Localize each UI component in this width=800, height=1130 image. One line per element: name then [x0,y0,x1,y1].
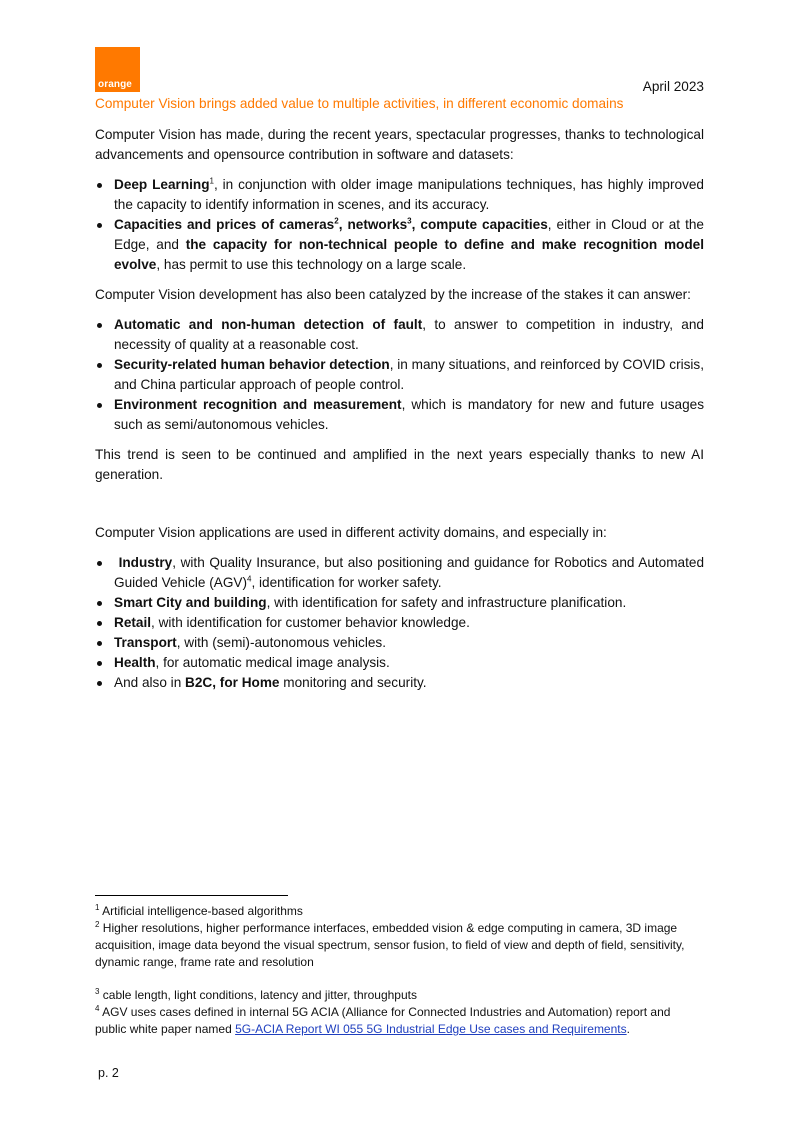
list-item-text: , either in Cloud or at the Edge, and [114,217,704,252]
bold-term: Smart City and building [114,595,267,610]
list-item-text: , with identification for customer behavior knowledge. [151,615,470,630]
bold-term: Security-related human behavior detection [114,357,390,372]
stakes-list [95,315,704,435]
bold-term: Transport [114,635,177,650]
footnote-3 [95,987,704,1004]
bold-term: the capacity for non-technical people to define and make recognition model evolve [114,237,704,272]
list-item-smart-city [95,593,704,613]
bold-term: Health [114,655,156,670]
list-item-transport [95,633,704,653]
list-item-environment-recognition [95,395,704,435]
list-item-text: monitoring and security. [279,675,427,690]
bold-term: , compute capacities [411,217,548,232]
footnote-separator [95,895,288,896]
list-item-industry [95,553,704,593]
footnote-ref: 1 [209,176,214,186]
logo-text: orange [98,79,132,90]
footnote-1 [95,903,704,920]
footnote-text: . [626,1022,630,1036]
footnotes [95,903,704,1038]
list-item-fault-detection [95,315,704,355]
domains-list [95,553,704,693]
list-item-capacities [95,215,704,275]
footnote-text: cable length, light conditions, latency and jitter, throughputs [99,988,417,1002]
list-item-deep-learning [95,175,704,215]
footnote-ref: 3 [407,216,412,226]
list-item-text: And also in [114,675,186,690]
main-content [95,125,704,703]
list-item-text: , for automatic medical image analysis. [155,655,390,670]
document-date: April 2023 [642,79,704,94]
footnote-text: Artificial intelligence-based algorithms [99,904,303,918]
stakes-paragraph: Computer Vision development has also been catalyzed by the increase of the stakes it can answer: [95,287,691,302]
orange-logo [95,47,140,92]
list-item-text: , has permit to use this technology on a large scale. [156,257,467,272]
list-item-text: , in many situations, and reinforced by COVID crisis, and China particular approach of people control. [114,357,705,392]
report-link[interactable]: 5G-ACIA Report WI 055 5G Industrial Edge Use cases and Requirements [235,1022,627,1036]
footnote-ref: 4 [246,574,252,584]
trend-paragraph: This trend is seen to be continued and amplified in the next years especially thanks to new AI generation. [95,447,704,482]
list-item-text: , identification for worker safety. [251,575,442,590]
list-item-text: , in conjunction with older image manipulations techniques, has highly improved the capacity to identify information in scenes, and its accuracy. [114,177,704,212]
spacer [95,971,704,987]
footnote-number: 3 [95,987,100,996]
list-item-retail [95,613,704,633]
footnote-number: 4 [95,1004,100,1013]
footnote-4 [95,1004,704,1038]
list-item-security-detection [95,355,704,395]
list-item-text: , with identification for safety and infrastructure planification. [266,595,627,610]
footnote-2 [95,920,704,971]
applications-paragraph: Computer Vision applications are used in different activity domains, and especially in: [95,525,607,540]
list-item-text: , to answer to competition in industry, and necessity of quality at a reasonable cost. [114,317,704,352]
footnote-ref: 2 [334,216,339,226]
list-item-health [95,653,704,673]
list-item-b2c [95,673,704,693]
bold-term: Industry [118,555,173,570]
footnote-text: AGV uses cases defined in internal 5G ACIA (Alliance for Connected Industries and Automation) report and public white paper named [95,1005,671,1036]
section-title: Computer Vision brings added value to multiple activities, in different economic domains [95,96,624,111]
bold-term: Deep Learning [114,177,210,192]
footnote-text: Higher resolutions, higher performance interfaces, embedded vision & edge computing in camera, 3D image acquisition, image data beyond the visual spectrum, sensor fusion, to field of view and depth of field, sensitivity, dynamic range, frame rate and resolution [95,921,685,969]
list-item-text: , with (semi)-autonomous vehicles. [176,635,386,650]
bold-term: Retail [114,615,152,630]
spacer [95,495,704,523]
list-item-text: , with Quality Insurance, but also positioning and guidance for Robotics and Automated Guided Vehicle (AGV) [114,555,705,590]
advances-list [95,175,704,275]
intro-paragraph: Computer Vision has made, during the recent years, spectacular progresses, thanks to technological advancements and opensource contribution in software and datasets: [95,127,704,162]
bold-term: Automatic and non-human detection of fault [114,317,423,332]
footnote-number: 1 [95,903,100,912]
page-number: p. 2 [98,1066,119,1080]
bold-term: , networks [338,217,408,232]
footnote-number: 2 [95,920,100,929]
bold-term: B2C, for Home [185,675,280,690]
list-item-text: , which is mandatory for new and future usages such as semi/autonomous vehicles. [114,397,704,432]
bold-term: Environment recognition and measurement [114,397,402,412]
bold-term: Capacities and prices of cameras [114,217,335,232]
